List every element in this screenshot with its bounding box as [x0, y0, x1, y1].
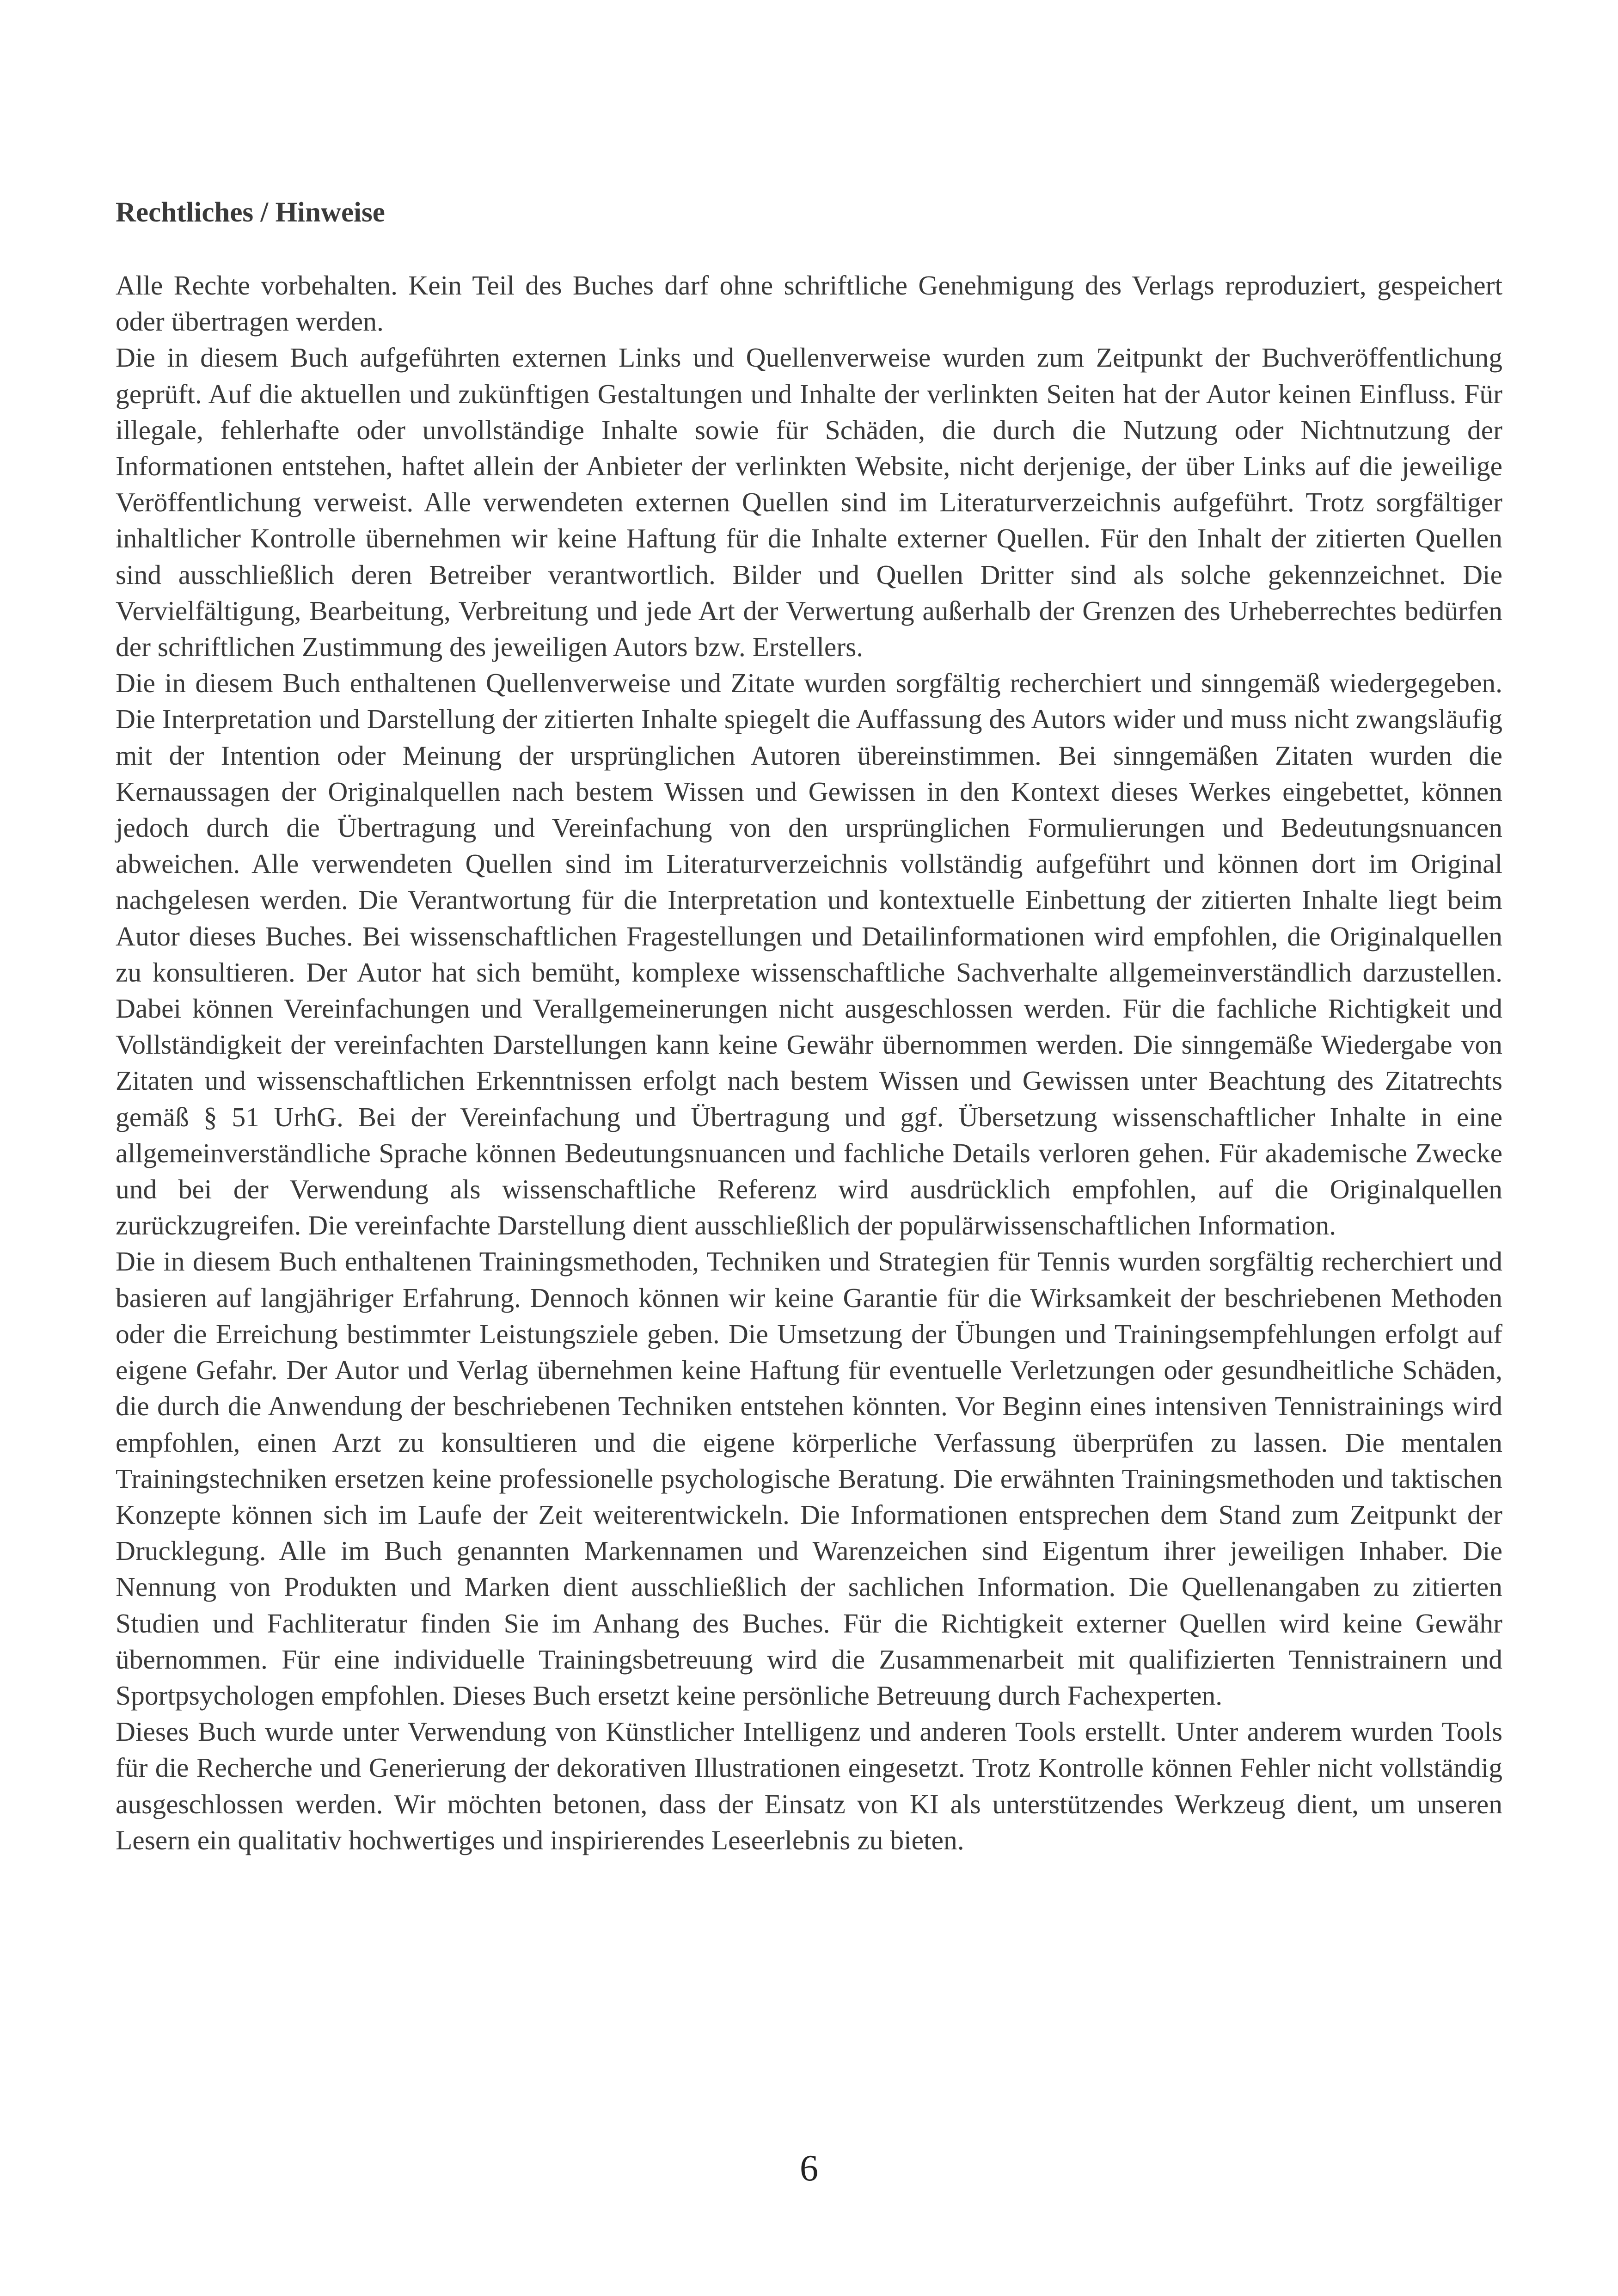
paragraph-external-links: Die in diesem Buch aufgeführten externen Links und Quellenverweise wurden zum Zeitpunkt der Buchveröffentlichung geprüft. Auf die aktuellen und zukünftigen Gestaltungen und Inhalte der verlinkten Seiten hat der Autor keinen Einfluss. Für illegale, fehlerhafte oder unvollständige Inhalte sowie für Schäden, die durch die Nutzung oder Nichtnutzung der Informationen entstehen, haftet allein der Anbieter der verlinkten Website, nicht derjenige, der über Links auf die jeweilige Veröffentlichung verweist. Alle verwendeten externen Quellen sind im Literaturverzeichnis aufgeführt. Trotz sorgfältiger inhaltlicher Kontrolle übernehmen wir keine Haftung für die Inhalte externer Quellen. Für den Inhalt der zitierten Quellen sind ausschließlich deren Betreiber verantwortlich. Bilder und Quellen Dritter sind als solche gekennzeichnet. Die Vervielfältigung, Bearbeitung, Verbreitung und jede Art der Verwertung außerhalb der Grenzen des Urheberrechtes bedürfen der schriftlichen Zustimmung des jeweiligen Autors bzw. Erstellers.: [116, 342, 1502, 663]
paragraph-rights: Alle Rechte vorbehalten. Kein Teil des Buches darf ohne schriftliche Genehmigung des Verlags reproduziert, gespeichert oder übertragen werden.: [116, 270, 1502, 337]
page-content: [116, 194, 1502, 1858]
paragraph-citations: Die in diesem Buch enthaltenen Quellenverweise und Zitate wurden sorgfältig recherchiert und sinngemäß wiedergegeben. Die Interpretation und Darstellung der zitierten Inhalte spiegelt die Auffassung des Autors wider und muss nicht zwangsläufig mit der Intention oder Meinung der ursprünglichen Autoren übereinstimmen. Bei sinngemäßen Zitaten wurden die Kernaussagen der Originalquellen nach bestem Wissen und Gewissen in den Kontext dieses Werkes eingebettet, können jedoch durch die Übertragung und Vereinfachung von den ursprünglichen Formulierungen und Bedeutungsnuancen abweichen. Alle verwendeten Quellen sind im Literaturverzeichnis vollständig aufgeführt und können dort im Original nachgelesen werden. Die Verantwortung für die Interpretation und kontextuelle Einbettung der zitierten Inhalte liegt beim Autor dieses Buches. Bei wissenschaftlichen Fragestellungen und Detailinformationen wird empfohlen, die Originalquellen zu konsultieren. Der Autor hat sich bemüht, komplexe wissenschaftliche Sachverhalte allgemeinverständlich darzustellen. Dabei können Vereinfachungen und Verallgemeinerungen nicht ausgeschlossen werden. Für die fachliche Richtigkeit und Vollständigkeit der vereinfachten Darstellungen kann keine Gewähr übernommen werden. Die sinngemäße Wiedergabe von Zitaten und wissenschaftlichen Erkenntnissen erfolgt nach bestem Wissen und Gewissen unter Beachtung des Zitatrechts gemäß § 51 UrhG. Bei der Vereinfachung und Übertragung und ggf. Übersetzung wissenschaftlicher Inhalte in eine allgemeinverständliche Sprache können Bedeutungsnuancen und fachliche Details verloren gehen. Für akademische Zwecke und bei der Verwendung als wissenschaftliche Referenz wird ausdrücklich empfohlen, auf die Originalquellen zurückzugreifen. Die vereinfachte Darstellung dient ausschließlich der populärwissenschaftlichen Information.: [116, 668, 1502, 1241]
paragraph-ai-notice: Dieses Buch wurde unter Verwendung von Künstlicher Intelligenz und anderen Tools erstellt. Unter anderem wurden Tools für die Recherche und Generierung der dekorativen Illustrationen eingesetzt. Trotz Kontrolle können Fehler nicht vollständig ausgeschlossen werden. Wir möchten betonen, dass der Einsatz von KI als unterstützendes Werkzeug dient, um unseren Lesern ein qualitativ hochwertiges und inspirierendes Leseerlebnis zu bieten.: [116, 1716, 1502, 1855]
page-number: 6: [800, 2148, 818, 2189]
page-heading: Rechtliches / Hinweise: [116, 197, 385, 228]
paragraph-training-disclaimer: Die in diesem Buch enthaltenen Trainingsmethoden, Techniken und Strategien für Tennis wurden sorgfältig recherchiert und basieren auf langjähriger Erfahrung. Dennoch können wir keine Garantie für die Wirksamkeit der beschriebenen Methoden oder die Erreichung bestimmter Leistungsziele geben. Die Umsetzung der Übungen und Trainingsempfehlungen erfolgt auf eigene Gefahr. Der Autor und Verlag übernehmen keine Haftung für eventuelle Verletzungen oder gesundheitliche Schäden, die durch die Anwendung der beschriebenen Techniken entstehen könnten. Vor Beginn eines intensiven Tennistrainings wird empfohlen, einen Arzt zu konsultieren und die eigene körperliche Verfassung überprüfen zu lassen. Die mentalen Trainingstechniken ersetzen keine professionelle psychologische Beratung. Die erwähnten Trainingsmethoden und taktischen Konzepte können sich im Laufe der Zeit weiterentwickeln. Die Informationen entsprechen dem Stand zum Zeitpunkt der Drucklegung. Alle im Buch genannten Markennamen und Warenzeichen sind Eigentum ihrer jeweiligen Inhaber. Die Nennung von Produkten und Marken dient ausschließlich der sachlichen Information. Die Quellenangaben zu zitierten Studien und Fachliteratur finden Sie im Anhang des Buches. Für die Richtigkeit externer Quellen wird keine Gewähr übernommen. Für eine individuelle Trainingsbetreuung wird die Zusammenarbeit mit qualifizierten Tennistrainern und Sportpsychologen empfohlen. Dieses Buch ersetzt keine persönliche Betreuung durch Fachexperten.: [116, 1246, 1502, 1711]
